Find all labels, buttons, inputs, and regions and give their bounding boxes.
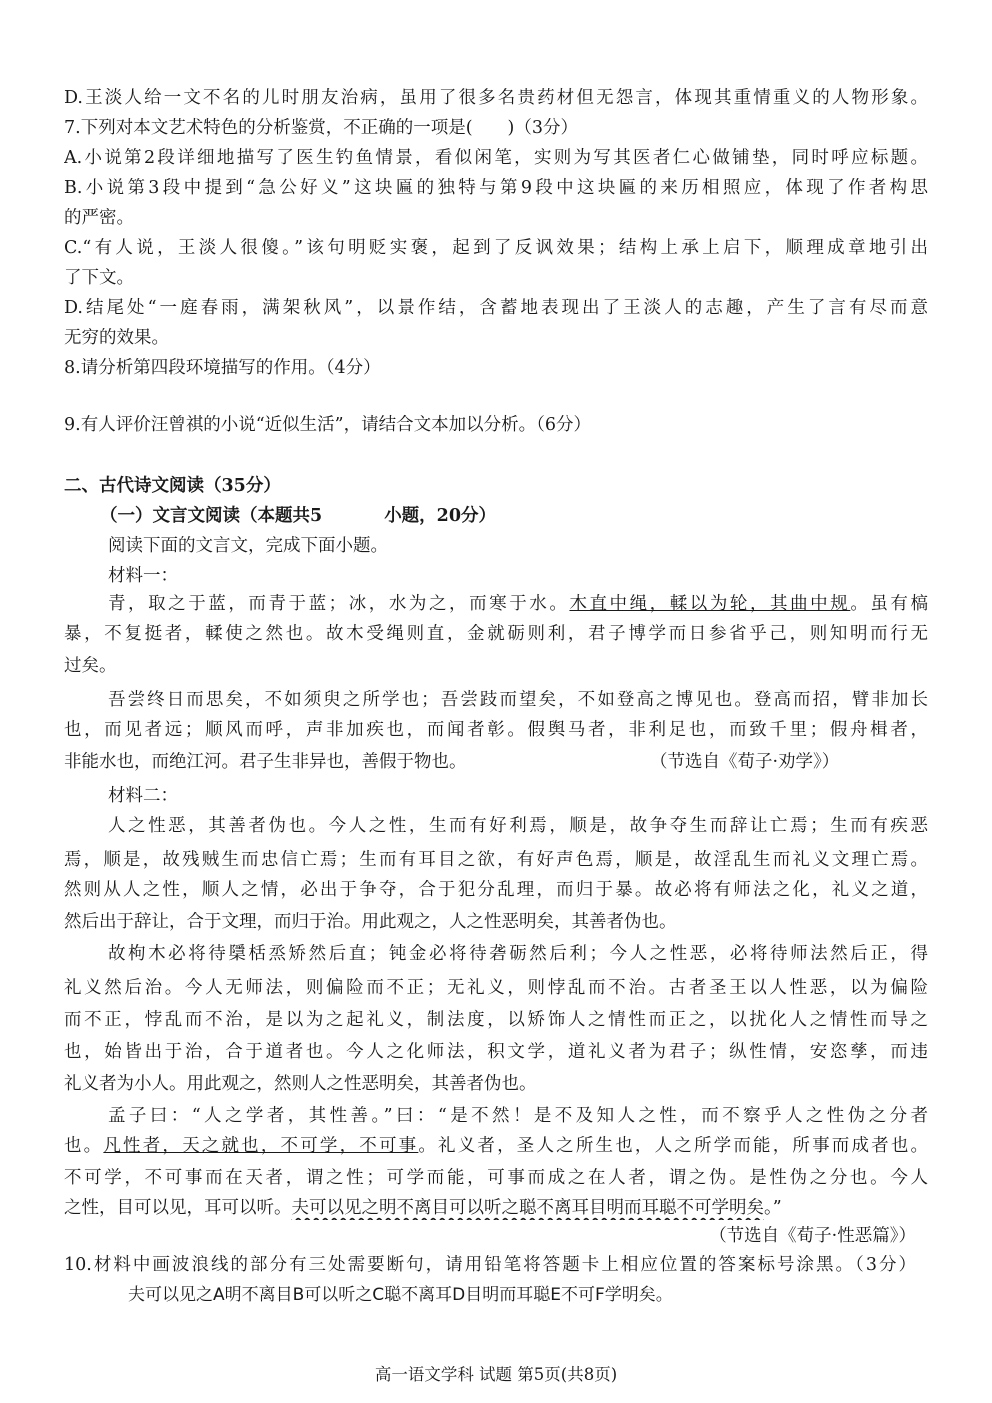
- reading-instruction: 阅读下面的文言文，完成下面小题。: [108, 536, 388, 556]
- material-one-line: 吾尝终日而思矣，不如须臾之所学也；吾尝跂而望矣，不如登高之博见也。登高而招，臂非加长: [108, 690, 928, 710]
- material-two-line: 不可学，不可事而在天者，谓之性；可学而能，可事而成之在人者，谓之伪。是性伪之分也。今人: [64, 1168, 928, 1188]
- page-footer: 高一语文学科 试题 第5页(共8页): [374, 1365, 618, 1384]
- option-c-cont: 了下文。: [64, 268, 134, 288]
- material-two-line: 然则从人之性，顺人之情，必出于争夺，合于犯分乱理，而归于暴。故必将有师法之化，礼义之道，: [64, 880, 928, 900]
- material-one-line: 暴，不复挺者，輮使之然也。故木受绳则直，金就砺则利，君子博学而日参省乎己，则知明而行无: [64, 624, 928, 644]
- option-c: C.“有人说，王淡人很傻。”该句明贬实褒，起到了反讽效果；结构上承上启下，顺理成章地引出: [64, 238, 928, 258]
- material-one-line: 非能水也，而绝江河。君子生非异也，善假于物也。 （节选自《荀子·劝学》）: [64, 752, 840, 772]
- material-two-line: 故枸木必将待檃栝烝矫然后直；钝金必将待砻砺然后利；今人之性恶，必将待师法然后正，得: [108, 944, 928, 964]
- option-d-q6: D.王淡人给一文不名的儿时朋友治病，虽用了很多名贵药材但无怨言，体现其重情重义的人物形象。: [64, 88, 928, 108]
- material-two-line: 焉，顺是，故残贼生而忠信亡焉；生而有耳目之欲，有好声色焉，顺是，故淫乱生而礼义文理亡焉。: [64, 850, 928, 870]
- material-two-line: 也。凡性者，天之就也，不可学，不可事。礼义者，圣人之所生也，人之所学而能，所事而成者也。: [64, 1136, 928, 1156]
- material-one-label: 材料一：: [108, 566, 178, 586]
- material-two-line: 礼义者为小人。用此观之，然则人之性恶明矣，其善者伪也。: [64, 1074, 537, 1094]
- option-d: D.结尾处“一庭春雨，满架秋风”，以景作结，含蓄地表现出了王淡人的志趣，产生了言有尽而意: [64, 298, 928, 318]
- answer-options-line: 夫可以见之A明不离目B可以听之C聪不离耳D目明而耳聪E不可F学明矣。: [128, 1285, 673, 1305]
- material-two-label: 材料二：: [108, 786, 178, 806]
- subsection-heading-part1: （一）文言文阅读（本题共5: [100, 506, 323, 526]
- material-two-line: 然后出于辞让，合于文理，而归于治。用此观之，人之性恶明矣，其善者伪也。: [64, 912, 677, 932]
- option-b: B.小说第3段中提到“急公好义”这块匾的独特与第9段中这块匾的来历相照应，体现了作者构思: [64, 178, 928, 198]
- question-7: 7.下列对本文艺术特色的分析鉴赏，不正确的一项是( )（3分）: [64, 118, 578, 138]
- material-one-line: 青，取之于蓝，而青于蓝；冰，水为之，而寒于水。木直中绳，輮以为轮，其曲中规。虽有槁: [108, 594, 928, 614]
- source-citation: （节选自《荀子·性恶篇》）: [709, 1226, 916, 1246]
- option-b-cont: 的严密。: [64, 208, 134, 228]
- material-two-line: 而不正，悖乱而不治，是以为之起礼义，制法度，以矫饰人之情性而正之，以扰化人之情性而导之: [64, 1010, 928, 1030]
- material-two-line: 之性，目可以见，耳可以听。夫可以见之明不离目可以听之聪不离耳目明而耳聪不可学明矣。”: [64, 1198, 782, 1218]
- material-two-line: 也，始皆出于治，合于道者也。今人之化师法，积文学，道礼义者为君子；纵性情，安恣孳，而违: [64, 1042, 928, 1062]
- underlined-sentence: 木直中绳，輮以为轮，其曲中规: [569, 594, 851, 614]
- material-one-line: 也，而见者远；顺风而呼，声非加疾也，而闻者彰。假舆马者，非利足也，而致千里；假舟楫者，: [64, 720, 928, 740]
- material-one-line: 过矣。: [64, 656, 117, 676]
- subsection-heading-part2: 小题，20分）: [384, 506, 497, 526]
- question-9: 9.有人评价汪曾祺的小说“近似生活”，请结合文本加以分析。（6分）: [64, 415, 591, 435]
- option-a: A.小说第2段详细地描写了医生钓鱼情景，看似闲笔，实则为写其医者仁心做铺垫，同时呼应标题。: [64, 148, 928, 168]
- subsection-heading: [100, 504, 928, 528]
- material-two-line: 人之性恶，其善者伪也。今人之性，生而有好利焉，顺是，故争夺生而辞让亡焉；生而有疾恶: [108, 816, 928, 836]
- wavy-underlined-sentence: 夫可以见之明不离目可以听之聪不离耳目明而耳聪不可学明矣: [291, 1198, 764, 1218]
- question-8: 8.请分析第四段环境描写的作用。（4分）: [64, 358, 381, 378]
- section-heading: 二、古代诗文阅读（35分）: [64, 476, 281, 496]
- question-10: 10.材料中画波浪线的部分有三处需要断句，请用铅笔将答题卡上相应位置的答案标号涂黑。（3分）: [64, 1255, 916, 1275]
- option-d-cont: 无穷的效果。: [64, 328, 169, 348]
- material-two-line: 孟子曰：“人之学者，其性善。”曰：“是不然！是不及知人之性，而不察乎人之性伪之分者: [108, 1106, 928, 1126]
- underlined-sentence: 凡性者，天之就也，不可学，不可事: [103, 1136, 419, 1156]
- source-citation: （节选自《荀子·劝学》）: [650, 752, 840, 772]
- material-two-line: 礼义然后治。今人无师法，则偏险而不正；无礼义，则悖乱而不治。古者圣王以人性恶，以为偏险: [64, 978, 928, 998]
